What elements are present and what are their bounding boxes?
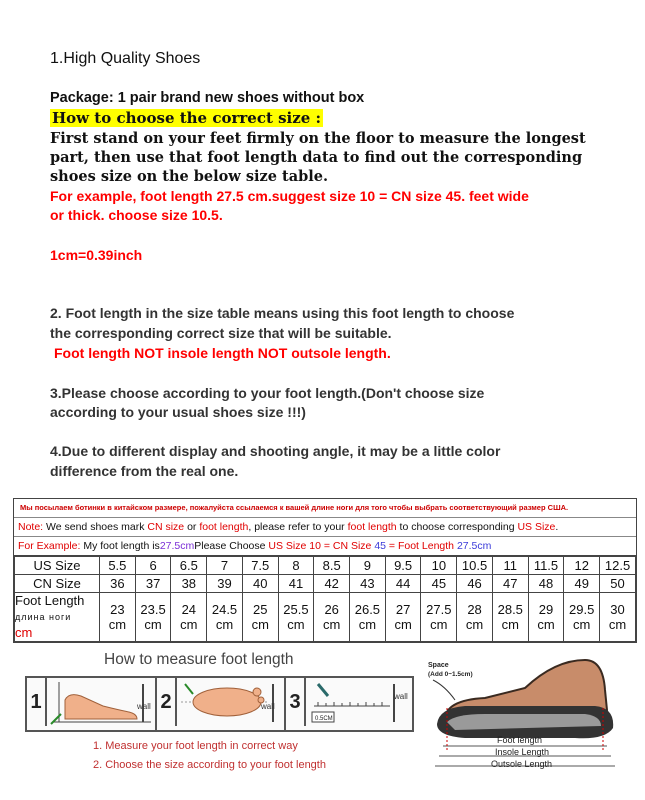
foot-length-unit: cm <box>430 617 448 632</box>
example-line: For example, foot length 27.5 cm.suggest size 10 = CN size 45. feet wide <box>50 188 529 204</box>
cn-size-cell: 43 <box>350 575 386 593</box>
us-size-cell: 7.5 <box>242 557 278 575</box>
foot-length-value: 24.5 <box>211 602 238 617</box>
outsole-length-label: Outsole Length <box>491 759 553 769</box>
package-text: Package: 1 pair brand new shoes without box <box>50 90 365 106</box>
cn-size-cell: 46 <box>457 575 493 593</box>
ruler-label: 0.5CM <box>315 716 333 722</box>
measure-note-1: 1. Measure your foot length in correct way <box>93 740 298 752</box>
size-table <box>13 498 637 643</box>
example-text: 45 <box>374 540 386 552</box>
note-text: . <box>555 521 559 533</box>
us-size-cell: 12 <box>564 557 600 575</box>
foot-length-unit: cm <box>144 617 162 632</box>
how-to-line: shoes size on the below size table. <box>50 168 329 185</box>
foot-length-unit: cm <box>15 625 33 640</box>
example-line: or thick. choose size 10.5. <box>50 207 223 223</box>
section-2-line: the corresponding correct size that will be suitable. <box>50 325 392 341</box>
how-to-line: part, then use that foot length data to find out the corresponding <box>50 149 583 166</box>
foot-length-row <box>15 593 636 642</box>
foot-length-value: 25.5 <box>283 602 309 617</box>
note-text: foot length <box>347 521 397 533</box>
foot-length-value: 23.5 <box>140 602 166 617</box>
us-size-cell: 9 <box>350 557 386 575</box>
wall-label: wall <box>137 702 151 711</box>
foot-length-cell <box>350 593 386 642</box>
foot-length-cell <box>242 593 278 642</box>
space-label: Space <box>428 662 449 669</box>
foot-length-unit: cm <box>108 617 127 632</box>
foot-length-cell <box>457 593 493 642</box>
cn-size-cell: 40 <box>242 575 278 593</box>
cn-size-cell: 47 <box>492 575 528 593</box>
cn-size-cell: 37 <box>135 575 171 593</box>
table-example <box>14 537 636 556</box>
section-4-line: 4.Due to different display and shooting angle, it may be a little color <box>50 443 501 459</box>
section-2-warning: Foot length NOT insole length NOT outsole length. <box>54 345 391 361</box>
section-2-line: 2. Foot length in the size table means using this foot length to choose <box>50 305 515 321</box>
wall-label: wall <box>261 702 275 711</box>
insole-length-label: Insole Length <box>495 747 550 757</box>
us-size-cell: 9.5 <box>385 557 421 575</box>
foot-length-unit: cm <box>537 617 555 632</box>
example-text: 27.5cm <box>159 540 195 552</box>
foot-length-value: 26.5 <box>354 602 381 617</box>
example-text: US Size 10 = CN Size <box>268 540 375 552</box>
note-text: foot length <box>199 521 249 533</box>
us-size-label: US Size <box>15 557 100 575</box>
foot-length-text: Foot Length <box>15 593 85 608</box>
note-text: to choose corresponding <box>396 521 518 533</box>
foot-length-cell <box>314 593 350 642</box>
us-size-cell: 7 <box>207 557 243 575</box>
note-label: Note: <box>18 521 44 533</box>
note-text: , please refer to your <box>248 521 348 533</box>
step-2-panel <box>155 676 287 732</box>
section-3-line: according to your usual shoes size !!!) <box>50 404 306 420</box>
foot-length-label <box>15 593 100 642</box>
step-1-panel <box>25 676 157 732</box>
foot-length-unit: cm <box>180 617 198 632</box>
note-text: We send shoes mark <box>43 521 148 533</box>
cn-size-cell: 45 <box>421 575 457 593</box>
cn-size-cell: 50 <box>600 575 636 593</box>
note-text: CN size <box>147 521 185 533</box>
foot-length-unit: cm <box>358 617 377 632</box>
measure-title: How to measure foot length <box>104 651 294 668</box>
foot-length-cell <box>492 593 528 642</box>
example-label: For Example: <box>18 540 81 552</box>
foot-length-value: 25 <box>253 602 268 617</box>
measure-note-2: 2. Choose the size according to your foot length <box>93 759 326 771</box>
foot-length-cell <box>135 593 171 642</box>
cn-size-cell: 49 <box>564 575 600 593</box>
us-size-cell: 6 <box>135 557 171 575</box>
cn-size-row <box>15 575 636 593</box>
us-size-cell: 10 <box>421 557 457 575</box>
cn-size-label: CN Size <box>15 575 100 593</box>
example-text: = Foot Length <box>386 540 457 552</box>
step-3-panel <box>284 676 414 732</box>
step-3-number: 3 <box>286 678 306 726</box>
how-to-line: First stand on your feet firmly on the floor to measure the longest <box>50 130 586 147</box>
foot-length-cell <box>100 593 136 642</box>
foot-length-cell <box>421 593 457 642</box>
cn-size-cell: 38 <box>171 575 207 593</box>
us-size-cell: 8.5 <box>314 557 350 575</box>
foot-length-value: 23 <box>110 602 125 617</box>
us-size-cell: 11.5 <box>528 557 564 575</box>
foot-length-unit: cm <box>465 617 484 632</box>
cn-size-cell: 36 <box>100 575 136 593</box>
cn-size-cell: 39 <box>207 575 243 593</box>
cn-size-cell: 48 <box>528 575 564 593</box>
foot-length-value: 29 <box>538 602 554 617</box>
us-size-row <box>15 557 636 575</box>
step-1-number: 1 <box>27 678 47 726</box>
foot-length-unit: cm <box>573 617 591 632</box>
us-size-cell: 11 <box>492 557 528 575</box>
foot-length-value: 28 <box>467 602 482 617</box>
wall-label: wall <box>394 692 408 701</box>
foot-length-unit: cm <box>394 617 412 632</box>
cn-size-cell: 41 <box>278 575 314 593</box>
table-note <box>14 518 636 537</box>
foot-length-unit: cm <box>501 617 519 632</box>
cn-size-cell: 44 <box>385 575 421 593</box>
shoe-length-diagram <box>425 650 625 775</box>
us-size-cell: 8 <box>278 557 314 575</box>
space-sub-label: (Add 0~1.5cm) <box>428 671 473 678</box>
foot-length-unit: cm <box>251 617 269 632</box>
foot-length-cell <box>207 593 243 642</box>
foot-length-cell <box>171 593 207 642</box>
foot-length-value: 28.5 <box>497 602 523 617</box>
foot-length-label: Foot length <box>497 735 543 745</box>
us-size-cell: 10.5 <box>457 557 493 575</box>
foot-length-cell <box>600 593 636 642</box>
note-text: US Size <box>517 521 556 533</box>
foot-length-cell <box>278 593 314 642</box>
ruler-icon <box>306 678 412 726</box>
foot-length-unit: cm <box>287 617 305 632</box>
foot-length-value: 26 <box>324 602 339 617</box>
foot-length-unit: cm <box>608 617 627 632</box>
note-text: or <box>184 521 200 533</box>
section-4-line: difference from the real one. <box>50 463 239 479</box>
foot-length-value: 27 <box>395 602 411 617</box>
section-3-line: 3.Please choose according to your foot length.(Don't choose size <box>50 385 485 401</box>
size-grid <box>14 556 636 642</box>
heading: 1.High Quality Shoes <box>50 50 201 67</box>
example-text: My foot length is <box>80 540 160 552</box>
us-size-cell: 12.5 <box>600 557 636 575</box>
foot-length-unit: cm <box>323 617 341 632</box>
how-to-title: How to choose the correct size : <box>52 109 322 127</box>
cn-size-cell: 42 <box>314 575 350 593</box>
foot-length-ru: длина ноги <box>15 612 72 622</box>
conversion-text: 1cm=0.39inch <box>50 247 143 263</box>
us-size-cell: 5.5 <box>100 557 136 575</box>
example-text: Please Choose <box>194 540 269 552</box>
foot-length-cell <box>564 593 600 642</box>
foot-length-value: 27.5 <box>426 602 452 617</box>
example-text: 27.5cm <box>456 540 492 552</box>
step-2-number: 2 <box>157 678 177 726</box>
us-size-cell: 6.5 <box>171 557 207 575</box>
foot-length-unit: cm <box>215 617 234 632</box>
russian-note: Мы посылаем ботинки в китайском размере, пожалуйста ссылаемся к вашей длине ноги для того чтобы выбрать соответствующий размер США. <box>14 499 636 518</box>
foot-length-cell <box>385 593 421 642</box>
foot-length-value: 29.5 <box>569 602 595 617</box>
foot-length-cell <box>528 593 564 642</box>
foot-length-value: 30 <box>610 602 625 617</box>
foot-length-value: 24 <box>181 602 197 617</box>
